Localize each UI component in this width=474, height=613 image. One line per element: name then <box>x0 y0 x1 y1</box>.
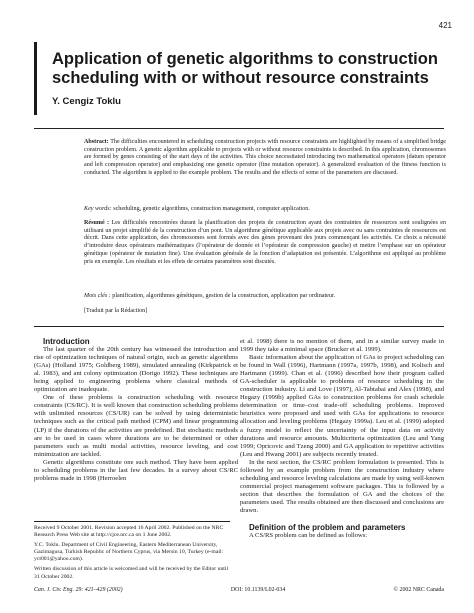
right-column <box>240 338 444 540</box>
keywords-text: scheduling, genetic algorithms, construction management, computer application. <box>113 206 310 212</box>
intro-paragraph-3: Genetic algorithms constitute one such method. They have been applied to scheduling problems in the last few decades. In a survey about CS/RC problems made in 1998 (Herroelen <box>34 458 238 482</box>
author-name: Y. Cengiz Toklu <box>52 96 121 107</box>
intro-paragraph-1: The last quarter of the 20th century has witnessed the introduction and rise of optimization techniques of natural origin, such as genetic algorithms (GAs) (Holland 1975; Goldberg 1989), simulated annealing (Kirkpatrick et al. 1983), and ant colony optimization (Dorigo 1992). These techniques are being applied to engineering problems where classical methods of optimization are inadequate. <box>34 346 238 394</box>
right-paragraph-1: et al. 1998) there is no mention of them, and in a similar survey made in 1999 they take a minimal space (Brucker et al. 1999). <box>240 338 444 354</box>
mots-cles-label: Mots clés : <box>84 293 111 299</box>
abstract <box>84 139 446 178</box>
abstract-label: Abstract: <box>84 139 109 145</box>
mots-cles-text: planification, algorithmes génétiques, gestion de la construction, application par ordinateur. <box>112 293 336 299</box>
title-accent-bar <box>34 42 37 115</box>
discussion-note: Written discussion of this article is welcomed and will be received by the Editor until 31 October 2002. <box>34 566 229 580</box>
article-title: Application of genetic algorithms to construction scheduling with or without resource constraints <box>52 50 438 87</box>
intro-paragraph-2: One of these problems is construction scheduling with resource constraints (CS/RC). It is well known that construction scheduling problems with unlimited resources (CS/UR) can be solved by using deterministic techniques such as the critical path method (CPM) and linear programming (LP) if the durations of the activities are predefined. But stochastic methods are to be used in cases where durations are to be determined or other parameters such as multi modal activities, resource leveling, and cost minimization are tackled. <box>34 394 238 458</box>
page-footer <box>34 587 444 593</box>
divider-top <box>34 128 444 129</box>
author-affiliation: Y.C. Toklu. Department of Civil Engineering, Eastern Mediterranean University, Gazimagusa, Turkish Republic of Northern Cyprus, via Mersin 10, Turkey (e-mail: yct001@yahoo.com). <box>34 542 224 563</box>
received-note: Received 9 October 2001. Revision accepted 16 April 2002. Published on the NRC Research Press Web site at http://cjce.nrc.ca on 1 June 2002. <box>34 525 224 539</box>
translation-note: [Traduit par la Rédaction] <box>84 308 148 314</box>
article-notes <box>34 521 230 584</box>
right-paragraph-2: Basic information about the application of GAs to project scheduling can be found in Wall (1996), Hartmann (1997a, 1997b, 1998), and Kolisch and Hartmann (1999). Chan et al. (1996) described how their program called GA-scheduler is applicable to problems of resource scheduling in the construction industry. Li and Love (1997), Al-Tabtabai and Alex (1998), and Hegazy (1999b) applied GAs to construction problems for crash schedule determination or time–cost trade-off scheduling problems. Improved heuristics were proposed and used with GAs for applications to resource allocation and leveling problems (Hegazy 1999a). Leu et al. (1999) adopted a fuzzy model to reflect the uncertainty of the input data on activity durations and resource amounts. Multicriteria optimization (Leu and Yang 1999; Opricovic and Tzeng 2000) and GA application to repetitive activities (Leu and Hwang 2001) are subjects recently treated. <box>240 354 444 458</box>
resume-text: Les difficultés rencontrées durant la planification des projets de construction ayant des contraintes de ressources sont soulignées en utilisant un projet simplifié de la construction d’un pont. Un algorithme génétique applicable aux projets avec ou sans contraintes de ressources est décrit. Dans cette application, des chromosomes sont formés avec des gènes provenant des jours commençant les activités. Ce choix a nécessité d’introduire deux opérateurs mathématiques (l’opérateur de donnée et l’opérateur de compression gauche) et mettre l’emphase sur un opérateur génétique (opérateur de mutation fine). Une évaluation générale de la fonction d’adaptation est présentée. L’algorithme est appliqué au problème pris en exemple. Les résultats et les effets de certains paramètres sont discutés. <box>84 220 446 265</box>
definition-paragraph: A CS/RS problem can be defined as follows: <box>249 532 368 540</box>
definition-heading: Definition of the problem and parameters <box>249 523 406 533</box>
copyright: © 2002 NRC Canada <box>393 587 444 593</box>
keywords <box>84 206 446 214</box>
introduction-heading: Introduction <box>43 337 90 346</box>
keywords-label: Key words: <box>84 206 112 212</box>
right-paragraph-3: In the next section, the CS/RC problem formulation is presented. This is followed by an example problem from the construction industry where scheduling and resource leveling calculations are made by using well-known commercial project management software packages. This is followed by a section that describes the formulation of GA and the choices of the parameters used. The results obtained are then discussed and conclusions are drawn. <box>240 458 444 514</box>
divider-bottom <box>34 326 444 327</box>
doi: DOI: 10.1139/L02-034 <box>230 587 286 593</box>
mots-cles <box>84 293 446 301</box>
resume <box>84 220 446 266</box>
journal-citation: Can. J. Civ. Eng. 29: 421–429 (2002) <box>34 587 123 593</box>
abstract-text: The difficulties encountered in scheduling construction projects with resource constraints are highlighted by means of a simplified bridge construction problem. A genetic algorithm applicable to projects with or without resource constraints is described. In this application, chromosomes are formed by genes consisting of the start days of the activities. This choice necessitated introducing two mathematical operators (datum operator and left compression operator) and emphasizing one genetic operator (fine mutation operator). A generalized evaluation of the fitness function is conducted. The algorithm is applied to the example problem. The results and the effects of some of the parameters are discussed. <box>84 139 447 176</box>
resume-label: Résumé : <box>84 220 110 226</box>
page-number: 421 <box>438 21 452 30</box>
left-column <box>34 338 238 483</box>
